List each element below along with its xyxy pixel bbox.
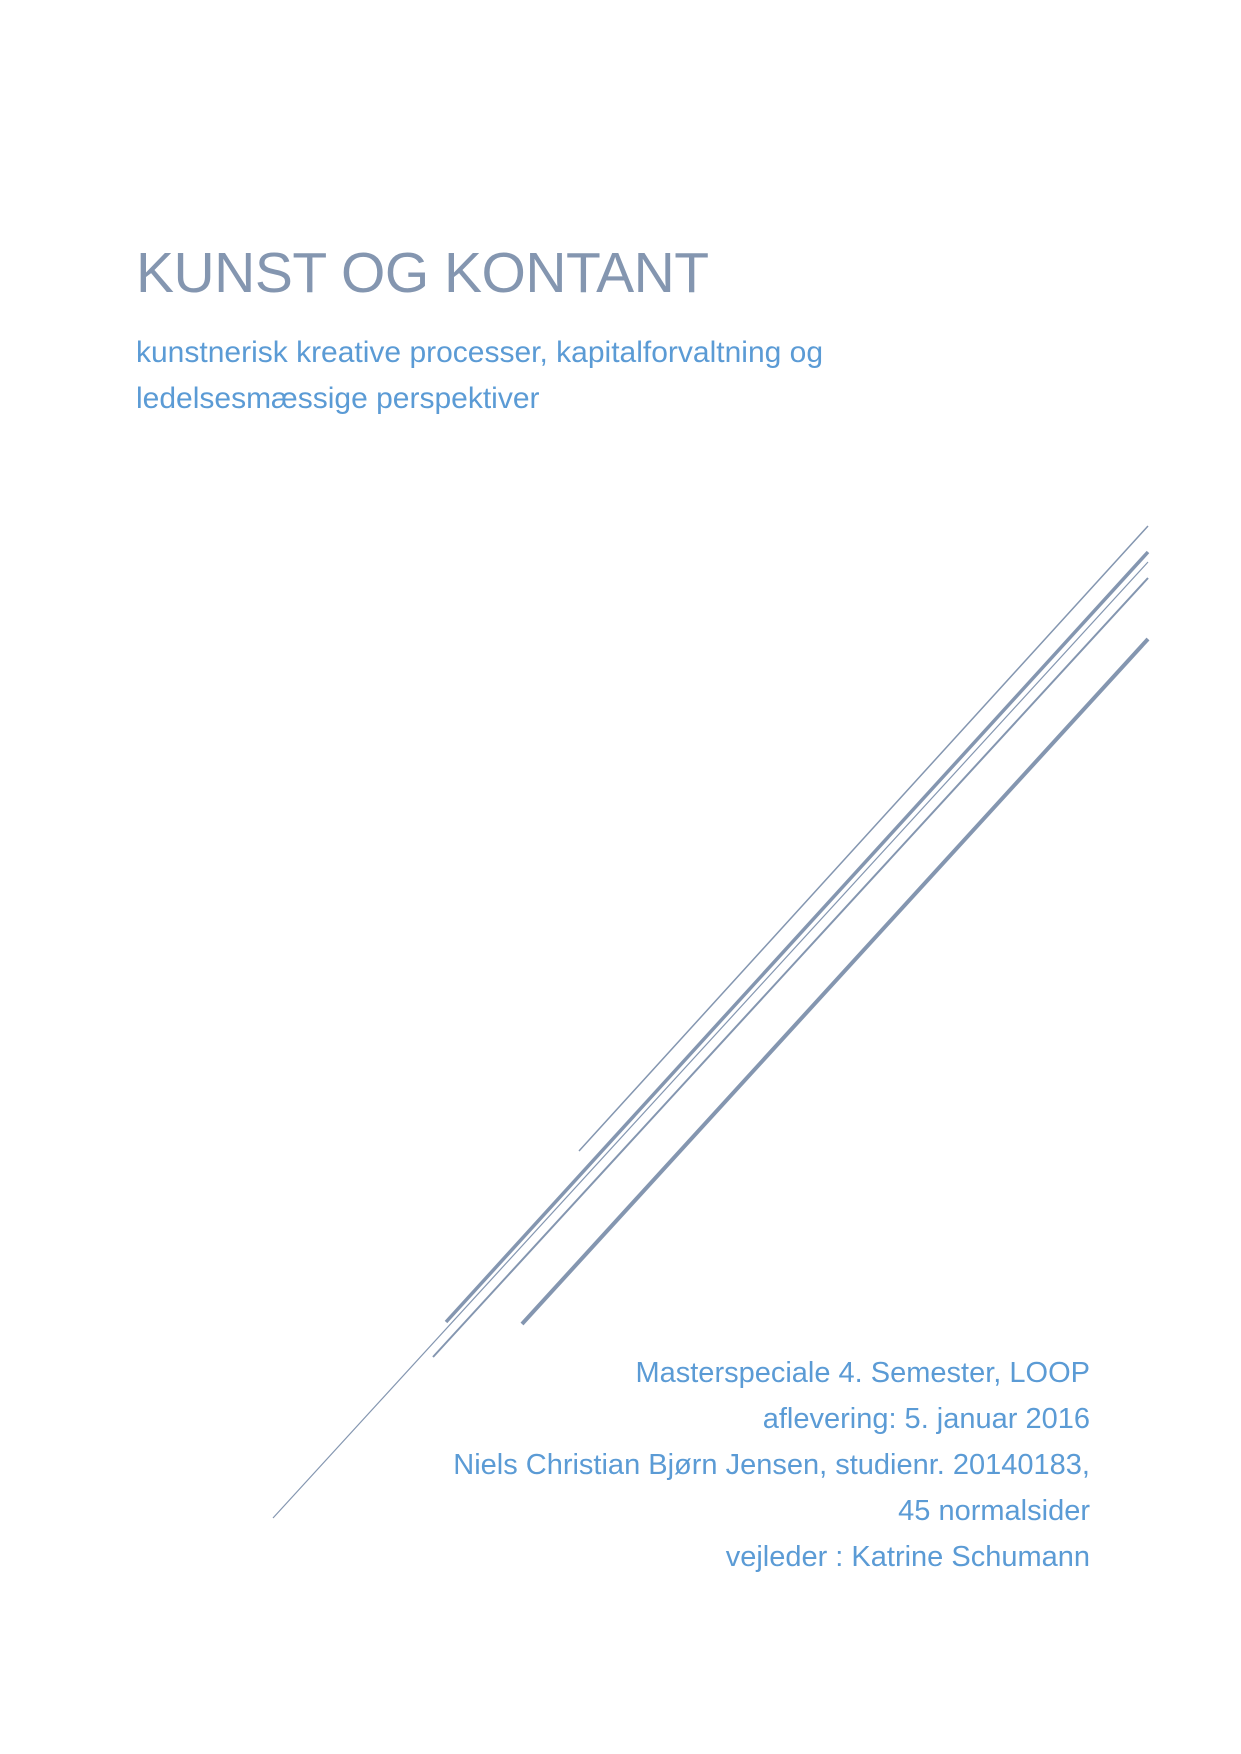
diagonal-line xyxy=(446,552,1148,1322)
page-count: 45 normalsider xyxy=(898,1495,1090,1527)
author: Niels Christian Bjørn Jensen, studienr. 20140183, xyxy=(453,1449,1090,1481)
supervisor: vejleder : Katrine Schumann xyxy=(725,1541,1090,1573)
diagonal-line xyxy=(433,578,1148,1357)
thesis-type: Masterspeciale 4. Semester, LOOP xyxy=(635,1357,1090,1389)
document-title: KUNST OG KONTANT xyxy=(136,241,709,305)
diagonal-line xyxy=(579,526,1148,1151)
document-info-block xyxy=(453,1350,1090,1580)
document-subtitle xyxy=(136,330,1036,422)
submission-date: aflevering: 5. januar 2016 xyxy=(762,1403,1090,1435)
subtitle-line: kunstnerisk kreative processer, kapitalforvaltning og xyxy=(136,336,824,369)
subtitle-line: ledelsesmæssige perspektiver xyxy=(136,382,540,415)
diagonal-line xyxy=(522,639,1148,1324)
